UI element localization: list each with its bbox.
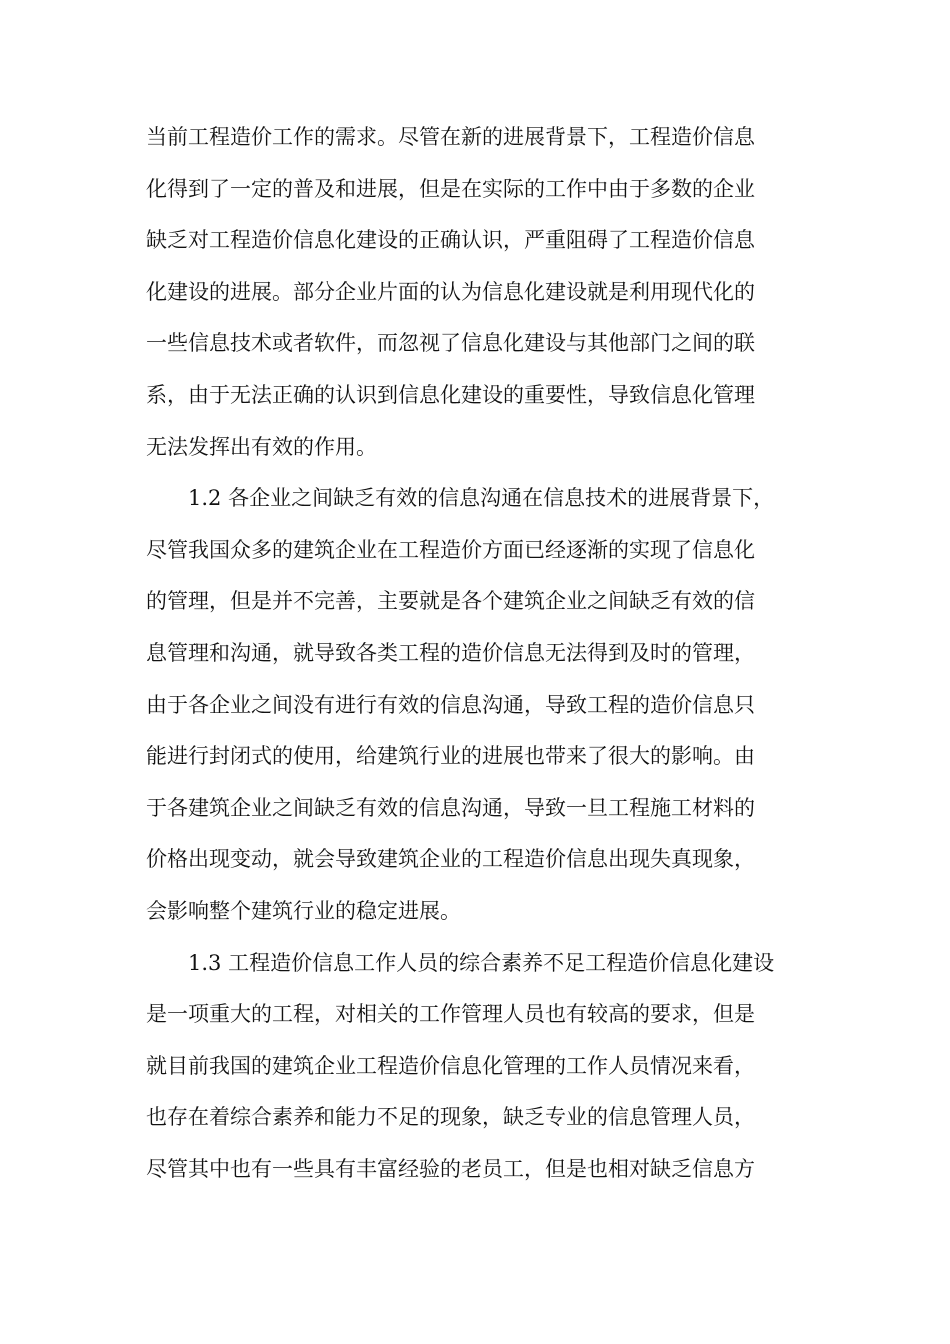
text-line: 的管理，但是并不完善，主要就是各个建筑企业之间缺乏有效的信 [146,589,755,614]
text-line: 是一项重大的工程，对相关的工作管理人员也有较高的要求，但是 [146,1002,755,1027]
text-line: 缺乏对工程造价信息化建设的正确认识，严重阻碍了工程造价信息 [146,228,755,253]
text-line: 由于各企业之间没有进行有效的信息沟通，导致工程的造价信息只 [146,692,755,717]
text-line: 化建设的进展。部分企业片面的认为信息化建设就是利用现代化的 [146,279,755,304]
text-line: 尽管我国众多的建筑企业在工程造价方面已经逐渐的实现了信息化 [146,537,755,562]
text-line: 能进行封闭式的使用，给建筑行业的进展也带来了很大的影响。由 [146,744,755,769]
text-line: 也存在着综合素养和能力不足的现象，缺乏专业的信息管理人员， [146,1105,755,1130]
text-line: 一些信息技术或者软件，而忽视了信息化建设与其他部门之间的联 [146,331,755,356]
text-line: 会影响整个建筑行业的稳定进展。 [146,898,461,923]
text-line: 价格出现变动，就会导致建筑企业的工程造价信息出现失真现象， [146,847,755,872]
text-line: 就目前我国的建筑企业工程造价信息化管理的工作人员情况来看， [146,1053,755,1078]
text-line: 化得到了一定的普及和进展，但是在实际的工作中由于多数的企业 [146,176,755,201]
text-line: 系，由于无法正确的认识到信息化建设的重要性，导致信息化管理 [146,382,755,407]
text-line: 无法发挥出有效的作用。 [146,434,377,459]
section-heading-line: 1.3 工程造价信息工作人员的综合素养不足工程造价信息化建设 [146,950,775,975]
section-heading-line: 1.2 各企业之间缺乏有效的信息沟通在信息技术的进展背景下， [146,486,775,511]
text-line: 息管理和沟通，就导致各类工程的造价信息无法得到及时的管理， [146,640,755,665]
text-line: 于各建筑企业之间缺乏有效的信息沟通，导致一旦工程施工材料的 [146,795,755,820]
document-body [146,112,806,1195]
text-line: 当前工程造价工作的需求。尽管在新的进展背景下，工程造价信息 [146,125,755,149]
text-line: 尽管其中也有一些具有丰富经验的老员工，但是也相对缺乏信息方 [146,1156,755,1181]
